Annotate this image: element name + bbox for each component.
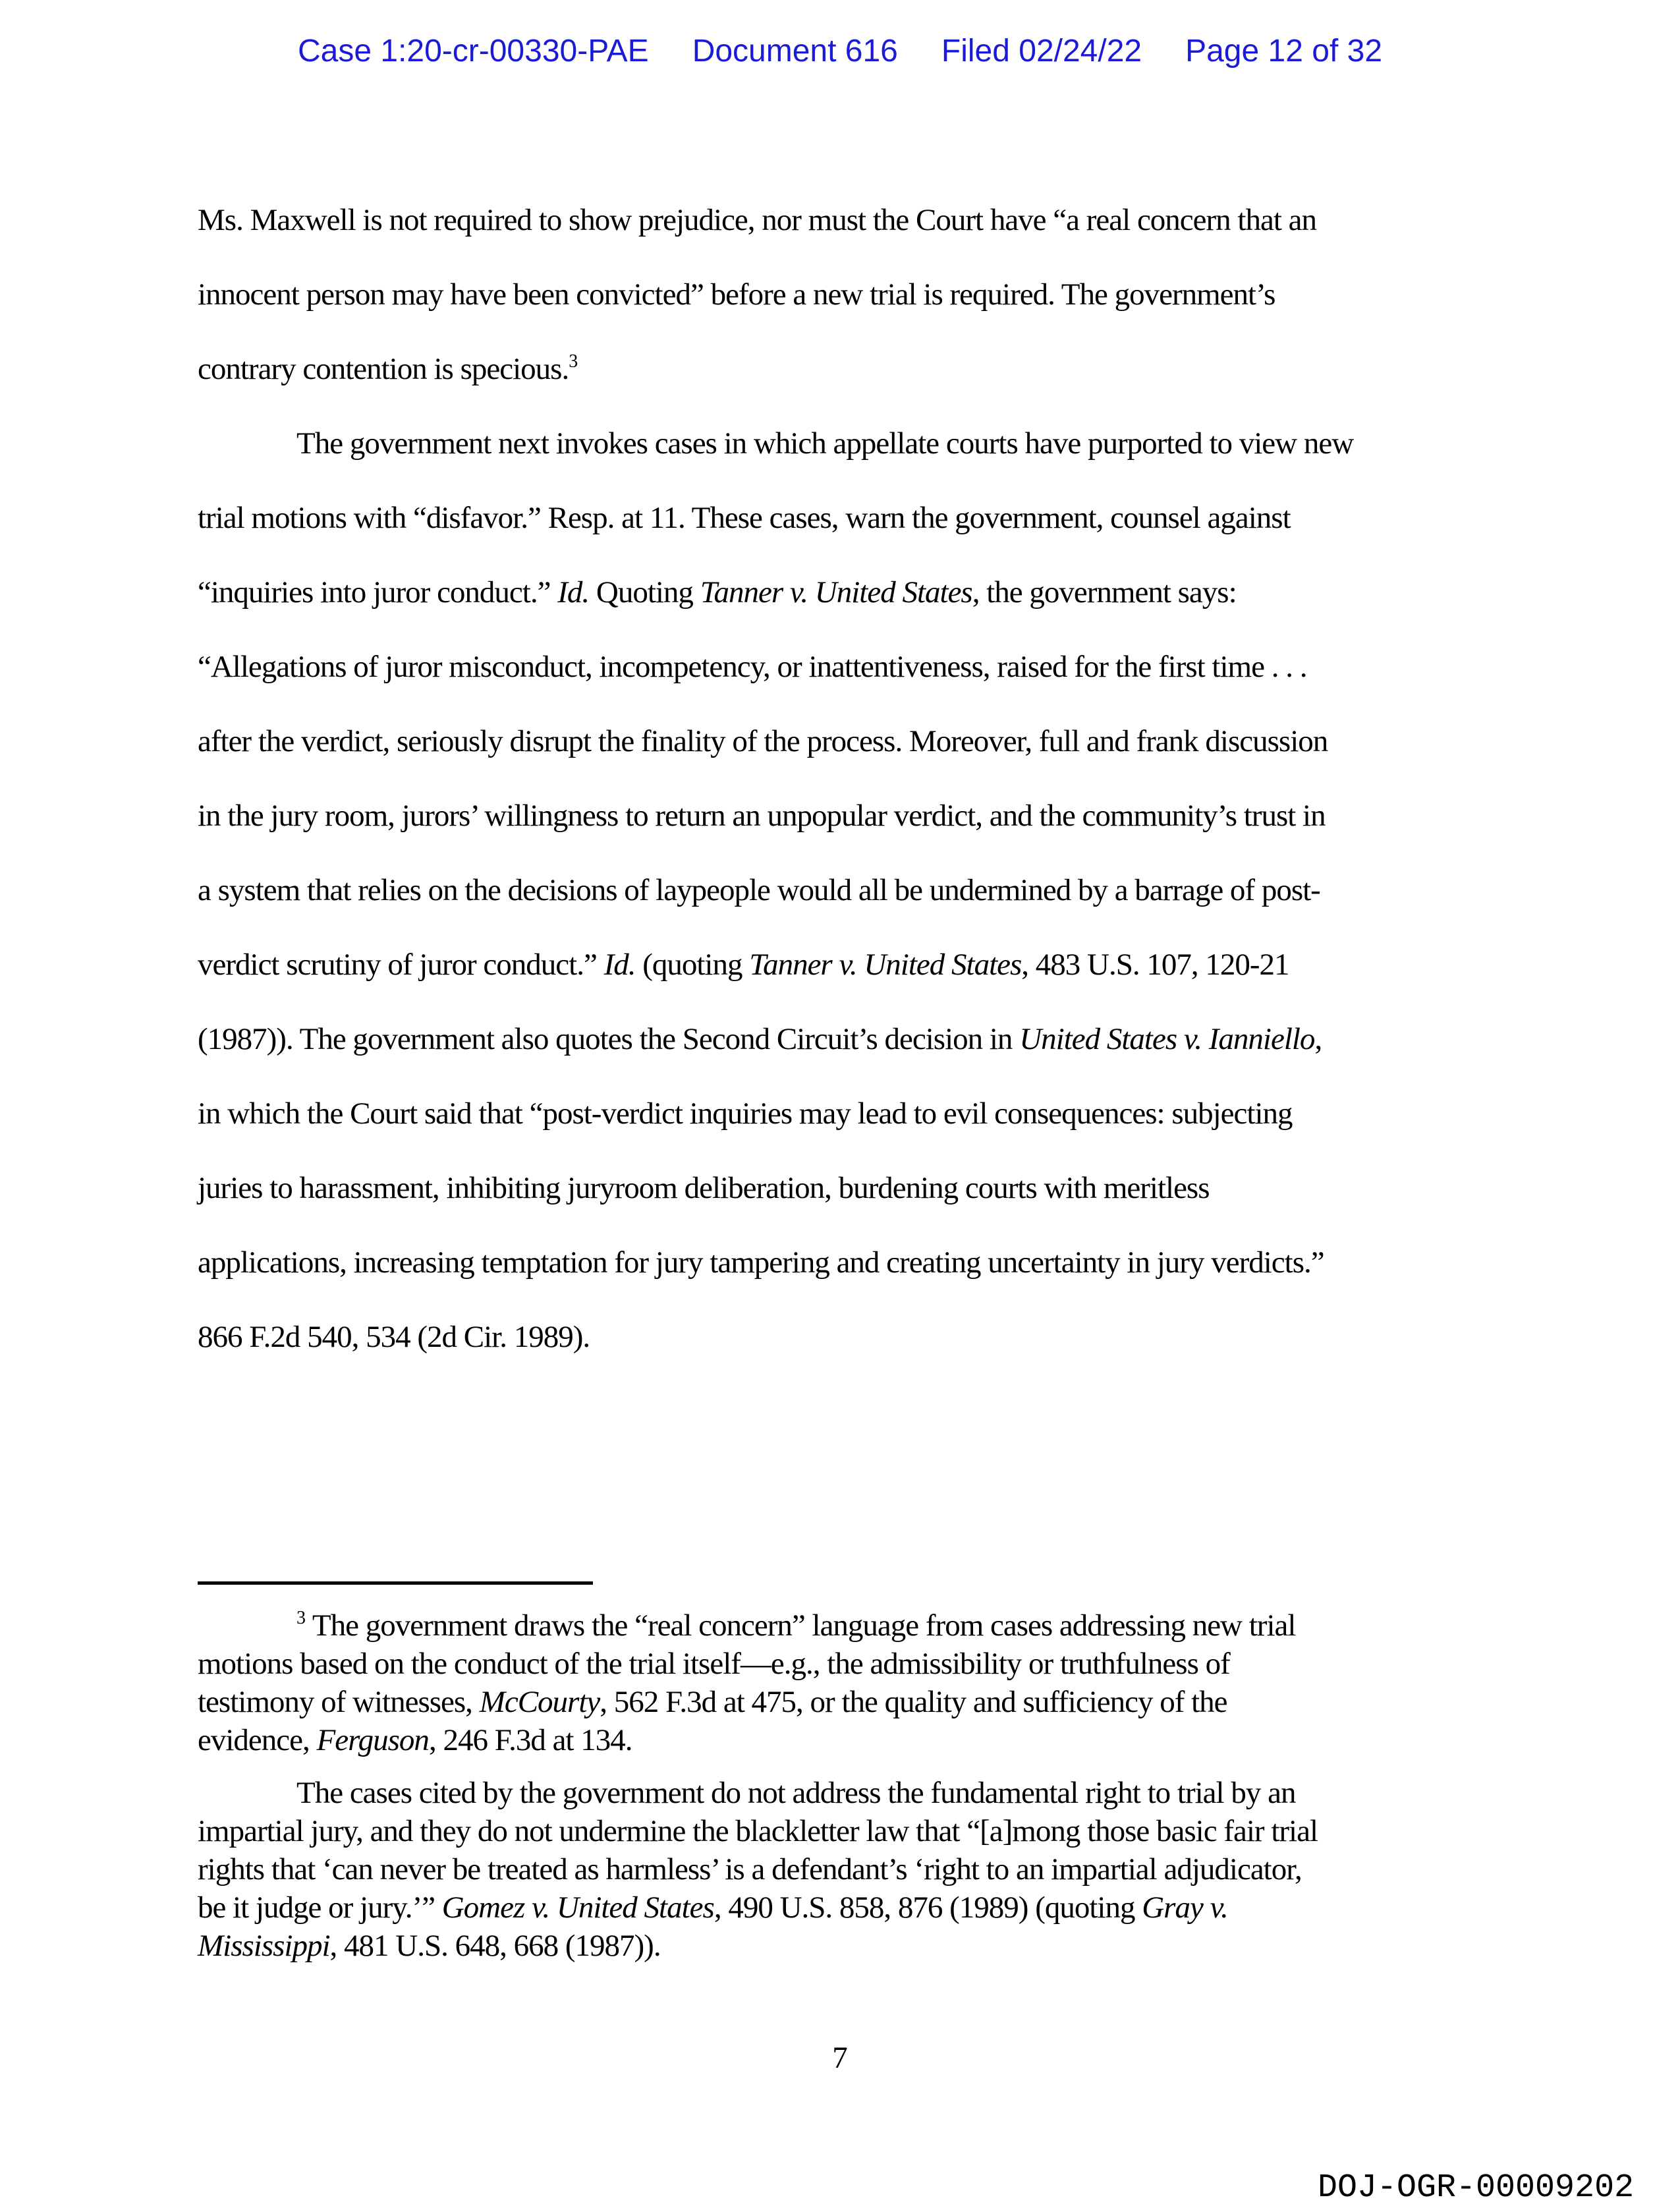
text-segment: impartial jury, and they do not undermine the blackletter law that “[a]mong those basic fair trial <box>198 1814 1318 1848</box>
text-segment: trial motions with “disfavor.” Resp. at 11. These cases, warn the government, counsel against <box>198 501 1291 535</box>
text-segment: applications, increasing temptation for jury tampering and creating uncertainty in jury verdicts.” <box>198 1245 1324 1280</box>
text-segment: a system that relies on the decisions of laypeople would all be undermined by a barrage of post- <box>198 873 1320 907</box>
body-text <box>198 183 1489 1375</box>
text-segment: in which the Court said that “post-verdict inquiries may lead to evil consequences: subjecting <box>198 1096 1293 1131</box>
text-segment: Id. <box>557 575 590 610</box>
footnote-reference: 3 <box>569 351 578 372</box>
text-line <box>198 1927 1489 1965</box>
text-line <box>198 555 1489 630</box>
text-segment: in the jury room, jurors’ willingness to return an unpopular verdict, and the community’s trust in <box>198 799 1326 833</box>
text-segment: , 481 U.S. 648, 668 (1987)). <box>329 1929 661 1963</box>
paragraph <box>198 1774 1489 1965</box>
text-segment: be it judge or jury.’” <box>198 1890 442 1925</box>
text-line <box>198 258 1489 332</box>
text-segment: , 562 F.3d at 475, or the quality and sufficiency of the <box>600 1685 1227 1719</box>
text-line <box>198 1774 1489 1812</box>
text-line <box>198 1002 1489 1077</box>
header-part-1: Document 616 <box>692 34 898 69</box>
text-line <box>198 481 1489 555</box>
text-line <box>198 1226 1489 1300</box>
text-segment: The cases cited by the government do not address the fundamental right to trial by an <box>296 1776 1296 1810</box>
paragraph <box>198 407 1489 1375</box>
text-segment: , 490 U.S. 858, 876 (1989) (quoting <box>714 1890 1142 1925</box>
text-segment: evidence, <box>198 1723 317 1757</box>
text-segment: motions based on the conduct of the trial itself—e.g., the admissibility or truthfulness of <box>198 1647 1230 1681</box>
text-segment: The government draws the “real concern” language from cases addressing new trial <box>306 1608 1296 1643</box>
text-segment: Ms. Maxwell is not required to show prejudice, nor must the Court have “a real concern that an <box>198 203 1317 237</box>
text-segment: , 483 U.S. 107, 120-21 <box>1021 948 1289 982</box>
text-segment: “inquiries into juror conduct.” <box>198 575 558 610</box>
text-line <box>198 1645 1489 1683</box>
text-segment: , the government says: <box>972 575 1237 610</box>
text-line <box>198 407 1489 481</box>
text-segment: contrary contention is specious. <box>198 352 569 386</box>
text-line <box>198 1888 1489 1927</box>
text-line <box>198 1077 1489 1151</box>
text-segment: Tanner v. United States <box>749 948 1022 982</box>
pacer-header <box>0 32 1680 71</box>
text-segment: United States v. Ianniello <box>1019 1022 1315 1056</box>
text-line <box>198 1812 1489 1850</box>
text-line <box>198 779 1489 853</box>
text-line <box>198 704 1489 779</box>
text-line <box>198 183 1489 258</box>
text-segment: Ferguson <box>316 1723 429 1757</box>
header-part-2: Filed 02/24/22 <box>941 34 1142 69</box>
text-segment: after the verdict, seriously disrupt the finality of the process. Moreover, full and frank discussion <box>198 724 1328 758</box>
text-line <box>198 1721 1489 1759</box>
text-line <box>198 332 1489 407</box>
header-part-3: Page 12 of 32 <box>1185 34 1383 69</box>
text-line <box>198 1850 1489 1888</box>
text-segment: The government next invokes cases in which appellate courts have purported to view new <box>296 426 1354 461</box>
text-segment: 866 F.2d 540, 534 (2d Cir. 1989). <box>198 1320 590 1354</box>
text-segment: innocent person may have been convicted” before a new trial is required. The government’s <box>198 277 1275 312</box>
text-segment: McCourty <box>479 1685 600 1719</box>
text-line <box>198 630 1489 704</box>
text-line <box>198 1300 1489 1375</box>
text-segment: juries to harassment, inhibiting juryroom deliberation, burdening courts with meritless <box>198 1171 1210 1205</box>
text-segment: rights that ‘can never be treated as harmless’ is a defendant’s ‘right to an impartial adjudicator, <box>198 1852 1302 1886</box>
text-segment: (1987)). The government also quotes the Second Circuit’s decision in <box>198 1022 1020 1056</box>
bates-stamp: DOJ-OGR-00009202 <box>1318 2169 1635 2207</box>
text-segment: Mississippi <box>198 1929 330 1963</box>
page-number: 7 <box>832 2041 848 2075</box>
text-segment: Gomez v. United States <box>441 1890 714 1925</box>
text-segment: “Allegations of juror misconduct, incompetency, or inattentiveness, raised for the first time . . . <box>198 650 1307 684</box>
text-line <box>198 928 1489 1002</box>
text-segment: , 246 F.3d at 134. <box>428 1723 632 1757</box>
text-segment: Gray v. <box>1142 1890 1228 1925</box>
text-segment: testimony of witnesses, <box>198 1685 480 1719</box>
text-line <box>198 853 1489 928</box>
text-segment: Tanner v. United States <box>700 575 972 610</box>
text-line <box>198 1683 1489 1721</box>
text-segment: Quoting <box>589 575 700 610</box>
paragraph <box>198 183 1489 407</box>
paragraph <box>198 1606 1489 1759</box>
header-part-0: Case 1:20-cr-00330-PAE <box>297 34 649 69</box>
footnote-separator <box>198 1581 593 1585</box>
footnote-reference: 3 <box>296 1608 306 1628</box>
footnotes <box>198 1606 1489 1965</box>
text-segment: Id. <box>603 948 636 982</box>
text-line <box>198 1151 1489 1226</box>
text-segment: , <box>1314 1022 1322 1056</box>
text-segment: (quoting <box>635 948 750 982</box>
text-segment: verdict scrutiny of juror conduct.” <box>198 948 604 982</box>
text-line <box>198 1606 1489 1645</box>
